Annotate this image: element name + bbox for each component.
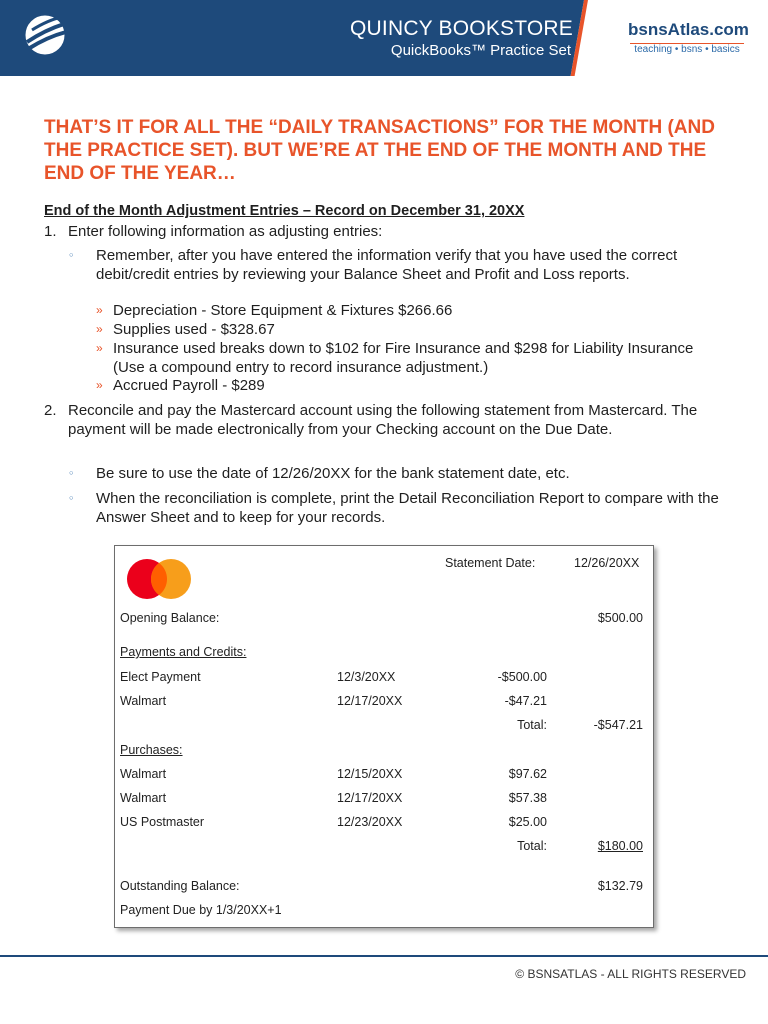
chevron-bullet-icon: » (96, 303, 103, 317)
mastercard-logo-icon (122, 556, 196, 602)
chevron-bullet-icon: » (96, 341, 103, 355)
payment-name: Walmart (120, 694, 167, 708)
sub-bullet-text: Be sure to use the date of 12/26/20XX for the bank statement date, etc. (96, 465, 570, 482)
brand-tagline: teaching • bsns • basics (634, 44, 740, 55)
payment-amount: -$500.00 (497, 670, 547, 684)
purchase-date: 12/23/20XX (337, 815, 403, 829)
sub-bullet-text: Remember, after you have entered the information verify that you have used the correct debit/credit entries by reviewing your Balance Sheet and Profit and Loss reports. (96, 247, 678, 283)
statement-date: 12/26/20XX (574, 556, 640, 570)
purchase-amount: $25.00 (508, 815, 547, 829)
step-text: Reconcile and pay the Mastercard account using the following statement from Mastercard. The payment will be made electronically from your Checking account on the Due Date. (68, 402, 698, 438)
section-title: End of the Month Adjustment Entries – Record on December 31, 20XX (44, 203, 525, 219)
purchase-date: 12/17/20XX (337, 791, 403, 805)
header-title: QUINCY BOOKSTORE (350, 17, 573, 40)
opening-balance-value: $500.00 (597, 611, 643, 625)
outstanding-balance-value: $132.79 (597, 879, 643, 893)
adjustment-item: Accrued Payroll - $289 (113, 377, 265, 394)
payments-heading: Payments and Credits: (120, 645, 247, 659)
page-headline: THAT’S IT FOR ALL THE “DAILY TRANSACTIONS” FOR THE MONTH (AND THE PRACTICE SET). BUT WE’RE AT THE END OF THE MONTH AND THE END OF THE YEAR… (44, 117, 715, 184)
adjustment-item: Supplies used - $328.67 (113, 321, 275, 338)
mastercard-statement (114, 545, 654, 928)
purchases-heading: Purchases: (120, 743, 183, 757)
purchases-total: $180.00 (597, 839, 643, 853)
opening-balance-label: Opening Balance: (120, 611, 220, 625)
outstanding-balance-label: Outstanding Balance: (120, 879, 240, 893)
globe-logo-icon (22, 12, 68, 58)
payments-total-label: Total: (517, 718, 547, 732)
adjustment-item: Insurance used breaks down to $102 for Fire Insurance and $298 for Liability Insurance (Use a compound entry to record insurance adjustment.) (113, 340, 694, 376)
brand-name: bsnsAtlas.com (628, 20, 749, 39)
statement-date-label: Statement Date: (445, 556, 536, 570)
payment-date: 12/3/20XX (337, 670, 396, 684)
header-subtitle: QuickBooks™ Practice Set (390, 42, 571, 59)
payment-date: 12/17/20XX (337, 694, 403, 708)
circle-bullet-icon: ◦ (68, 467, 75, 480)
sub-bullet-text: When the reconciliation is complete, print the Detail Reconciliation Report to compare with the Answer Sheet and to keep for your records. (96, 490, 719, 526)
payments-total: -$547.21 (593, 718, 643, 732)
circle-bullet-icon: ◦ (68, 492, 75, 505)
step-number: 1. (44, 223, 57, 240)
purchase-amount: $97.62 (508, 767, 547, 781)
payment-due-label: Payment Due by 1/3/20XX+1 (120, 903, 282, 917)
purchase-name: Walmart (120, 791, 167, 805)
purchase-name: US Postmaster (120, 815, 205, 829)
chevron-bullet-icon: » (96, 322, 103, 336)
payment-amount: -$47.21 (504, 694, 547, 708)
chevron-bullet-icon: » (96, 378, 103, 392)
footer-divider (0, 955, 768, 957)
purchase-amount: $57.38 (508, 791, 547, 805)
purchase-date: 12/15/20XX (337, 767, 403, 781)
step-text: Enter following information as adjusting entries: (68, 223, 383, 240)
circle-bullet-icon: ◦ (68, 249, 75, 262)
payment-name: Elect Payment (120, 670, 201, 684)
purchase-name: Walmart (120, 767, 167, 781)
copyright-footer: © BSNSATLAS - ALL RIGHTS RESERVED (515, 967, 746, 981)
adjustment-item: Depreciation - Store Equipment & Fixtures $266.66 (113, 302, 453, 319)
purchases-total-label: Total: (517, 839, 547, 853)
step-number: 2. (44, 402, 57, 419)
